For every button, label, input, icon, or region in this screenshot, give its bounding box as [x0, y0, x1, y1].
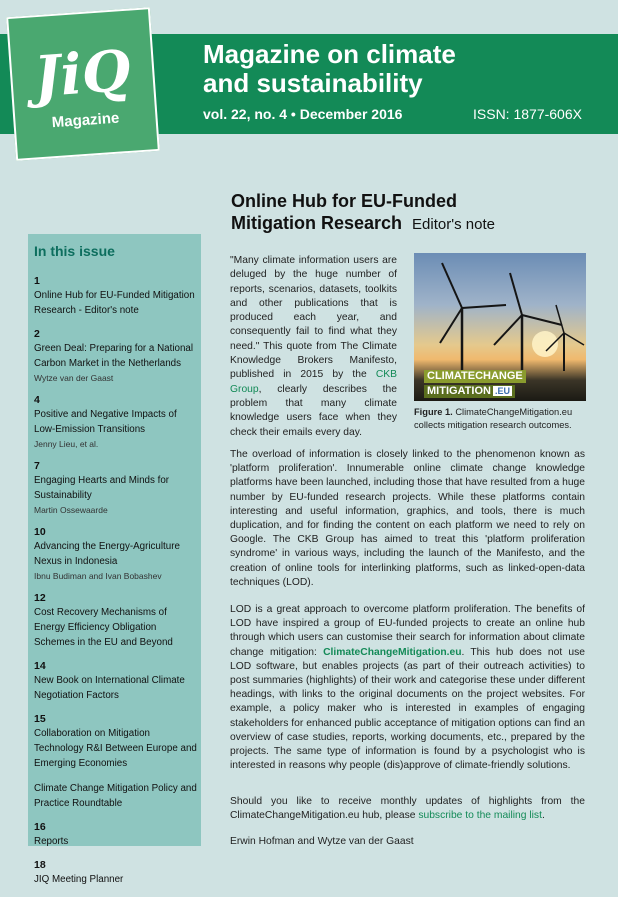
- toc-item[interactable]: [34, 460, 198, 516]
- table-of-contents: [28, 234, 201, 885]
- toc-page-number: 16: [34, 821, 46, 833]
- intro-quote: "Many climate information users are deluged by the huge number of reports, scenarios, datasets, toolkits and other publications that is produced each year, and consequently fail to find what they need." This quote from The Climate Knowledge Brokers Manifesto, published in 2015 by the CKB Group, clearly describes the problem that many climate knowledge users face when they check their emails every day.: [230, 255, 397, 438]
- article-title: Online Hub for EU-Funded Mitigation Research Editor's note: [231, 191, 495, 233]
- subscribe-link[interactable]: subscribe to the mailing list: [418, 810, 542, 822]
- toc-item-author: Wytze van der Gaast: [34, 373, 114, 383]
- logo-subtitle: Magazine: [51, 109, 120, 132]
- toc-page-number: 7: [34, 460, 40, 472]
- climatechangemitigation-link[interactable]: ClimateChangeMitigation.eu: [323, 646, 462, 658]
- issn: ISSN: 1877-606X: [473, 106, 582, 122]
- jiq-logo: [6, 7, 160, 161]
- toc-page-number: 4: [34, 394, 40, 406]
- toc-item[interactable]: [34, 592, 198, 650]
- toc-item[interactable]: [34, 394, 198, 450]
- toc-page-number: 10: [34, 526, 46, 538]
- toc-item[interactable]: [34, 526, 198, 582]
- toc-item[interactable]: [34, 275, 198, 318]
- toc-item-author: Ibnu Budiman and Ivan Bobashev: [34, 571, 162, 581]
- toc-item[interactable]: [34, 328, 198, 384]
- toc-page-number: 14: [34, 660, 46, 672]
- editors-note-label: Editor's note: [412, 216, 495, 233]
- toc-page-number: 15: [34, 713, 46, 725]
- toc-item-author: Jenny Lieu, et al.: [34, 439, 99, 449]
- figure-caption: Figure 1. ClimateChangeMitigation.eu collects mitigation research outcomes.: [414, 407, 573, 430]
- toc-item-title: Online Hub for EU-Funded Mitigation Research - Editor's note: [34, 290, 195, 316]
- ckb-group-link[interactable]: CKB Group: [230, 369, 397, 395]
- toc-page-number: 2: [34, 328, 40, 340]
- toc-item-title: Positive and Negative Impacts of Low-Emission Transitions: [34, 409, 177, 435]
- paragraph-2: LOD is a great approach to overcome platform proliferation. The benefits of LOD have inspired a group of EU-funded projects to create an online hub through which users can customise their search for information about climate change mitigation: ClimateChangeMitigation.eu. This hub does not use LOD software, but enables projects (as part of their outreach activities) to post summaries (highlights) of their work and categorise these under different headings, with links to the original documents on the project websites. For example, a policy maker who is interested in examples of engaging stakeholders for enhanced public acceptance of mitigation options can find an overview of case studies, reports, working documents, etc., prepared by the projects. The same type of information is found by a psychologist who is interested in reasons why people (dis)approve of climate-friendly solutions.: [230, 604, 585, 772]
- toc-item-title: Engaging Hearts and Minds for Sustainability: [34, 475, 170, 501]
- toc-list: [34, 275, 198, 897]
- toc-page-number: 1: [34, 275, 40, 287]
- toc-item-title: Cost Recovery Mechanisms of Energy Efficiency Obligation Schemes in the EU and Beyond: [34, 607, 173, 648]
- toc-item-title: New Book on International Climate Negotiation Factors: [34, 675, 185, 701]
- climate-change-mitigation-logo: CLIMATECHANGE MITIGATION .EU: [424, 370, 526, 398]
- author-signature: Erwin Hofman and Wytze van der Gaast: [230, 836, 414, 847]
- paragraph-1: The overload of information is closely linked to the phenomenon known as 'platform proliferation'. Innumerable online climate change knowledge platforms have been launched, including those that have resulted from a huge number by EU-funded research projects. While these platforms contain interesting and useful information, graphics, and tools, there is much duplication, and for finding the content on each platform we need to rely on Google. The CKB Group has aimed to treat this 'platform proliferation syndrome' in various ways, including the launch of the Manifesto, and the creation of online tools for interlinking platforms, such as linked-open-data techniques (LOD).: [230, 449, 585, 588]
- toc-item[interactable]: [34, 781, 198, 811]
- toc-item-author: Martin Ossewaarde: [34, 505, 108, 515]
- toc-item-title: JIQ Meeting Planner: [34, 874, 124, 885]
- magazine-title: Magazine on climate and sustainability: [203, 39, 456, 98]
- toc-item-title: Reports: [34, 836, 69, 847]
- toc-page-number: 12: [34, 592, 46, 604]
- toc-item-title: Green Deal: Preparing for a National Carbon Market in the Netherlands: [34, 343, 194, 369]
- toc-item[interactable]: [34, 821, 198, 849]
- logo-text: JiQ: [31, 37, 133, 111]
- issue-volume: vol. 22, no. 4 • December 2016: [203, 106, 403, 122]
- toc-item[interactable]: [34, 713, 198, 771]
- toc-item-title: Climate Change Mitigation Policy and Practice Roundtable: [34, 783, 197, 809]
- figure-wind-turbines: [414, 253, 586, 401]
- toc-page-number: 18: [34, 859, 46, 871]
- toc-item[interactable]: [34, 660, 198, 703]
- paragraph-3: Should you like to receive monthly updates of highlights from the ClimateChangeMitigation.eu hub, please subscribe to the mailing list.: [230, 796, 585, 822]
- toc-heading: In this issue: [34, 243, 115, 259]
- toc-item-title: Collaboration on Mitigation Technology R&I Between Europe and Emerging Economies: [34, 728, 197, 769]
- toc-item-title: Advancing the Energy-Agriculture Nexus in Indonesia: [34, 541, 180, 567]
- toc-item[interactable]: [34, 859, 198, 887]
